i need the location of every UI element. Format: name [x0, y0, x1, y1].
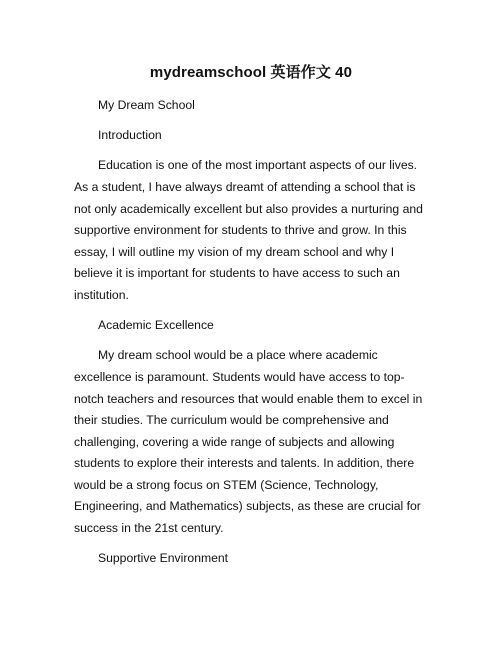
section-heading-my-dream-school: My Dream School: [98, 98, 195, 112]
document-title: mydreamschool 英语作文 40: [149, 64, 353, 81]
section-heading-supportive-environment: Supportive Environment: [98, 551, 229, 566]
section-heading-academic-excellence: Academic Excellence: [98, 318, 214, 333]
paragraph-academic-excellence: My dream school would be a place where academic excellence is paramount. Students would have access to top-notch teachers and resources that would enable them to excel in their studies. The curriculum would be comprehensive and challenging, covering a wide range of subjects and allowing students to explore their interests and talents. In addition, there would be a strong focus on STEM (Science, Technology, Engineering, and Mathematics) subjects, as these are crucial for success in the 21st century.: [74, 348, 423, 536]
section-heading-introduction: Introduction: [98, 128, 162, 143]
paragraph-introduction: Education is one of the most important aspects of our lives. As a student, I have always dreamt of attending a school that is not only academically excellent but also provides a nurturing and supportive environment for students to thrive and grow. In this essay, I will outline my vision of my dream school and why I believe it is important for students to have access to such an institution.: [74, 158, 423, 302]
document-body: [74, 95, 430, 578]
